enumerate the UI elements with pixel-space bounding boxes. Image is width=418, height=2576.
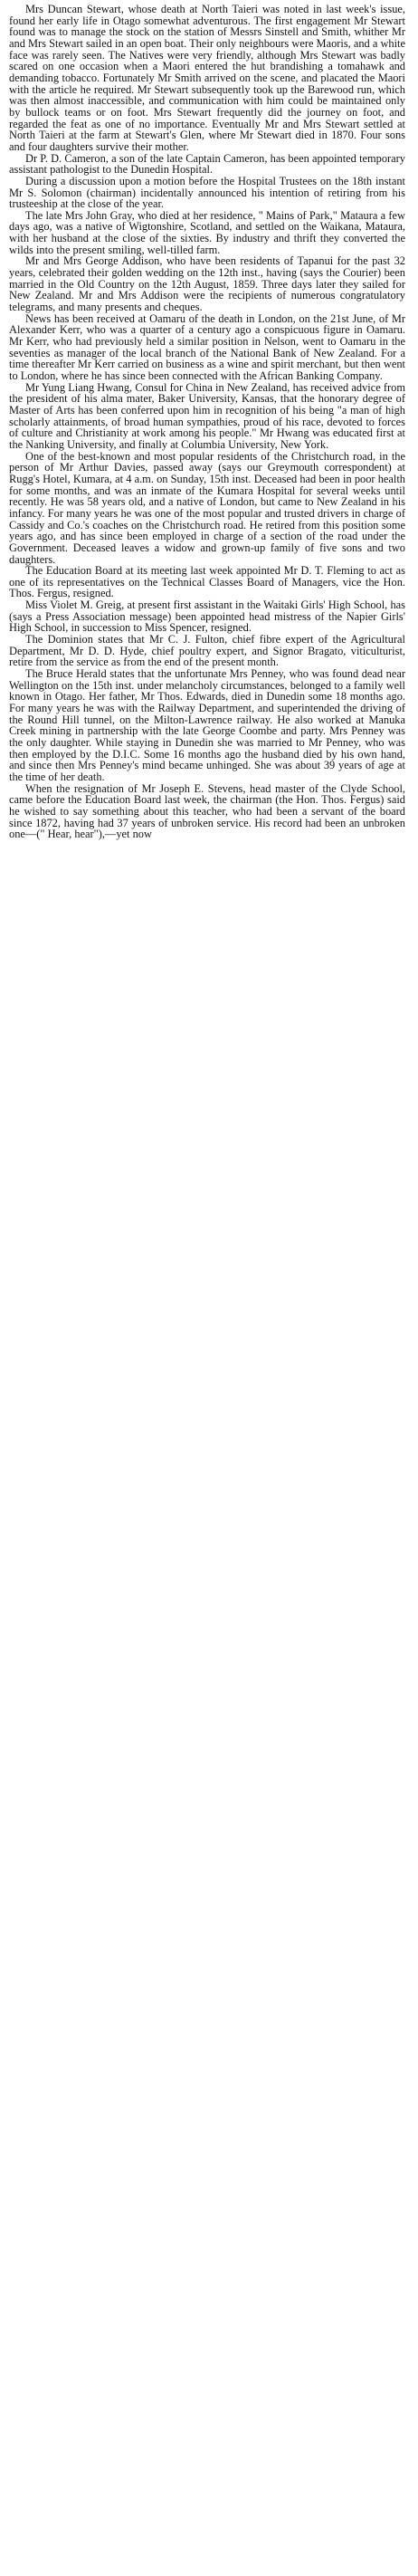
paragraph-arthur-davies: One of the best-known and most popular residents of the Christchurch road, in the person of Mr Arthur Davies, passed away (says our Greymouth correspondent) at Rugg's Hotel, Kumara, at 4 a.m. on Sunday, 15th inst. Deceased had been in poor health for some months, and was an inmate of the Kumara Hospital for several weeks until recently. He was 58 years old, and a native of London, but came to New Zealand in his infancy. For many years he was one of the most popular and trusted drivers in charge of Cassidy and Co.'s coaches on the Christchurch road. He retired from this position some years ago, and has since been employed in charge of a section of the road under the Government. Deceased leaves a widow and grown-up family of five sons and two daughters. xyxy=(9,449,405,566)
paragraph-violet-greig: Miss Violet M. Greig, at present first assistant in the Waitaki Girls' High School, has (says a Press Association message) been appointed head mistress of the Napier Girls' High School, in succession to Miss Spencer, resigned. xyxy=(9,599,405,635)
paragraph-alexander-kerr: News has been received at Oamaru of the death in London, on the 21st June, of Mr Alexander Kerr, who was a quarter of a century ago a conspicuous figure in Oamaru. Mr Kerr, who had previously held a similar position in Nelson, went to Oamaru in the seventies as manager of the local branch of the National Bank of New Zealand. For a time thereafter Mr Kerr carried on business as a wine and spirit merchant, but then went to London, where he has since been connected with the African Banking Company. xyxy=(9,311,405,382)
paragraph-mrs-john-gray: The late Mrs John Gray, who died at her residence, " Mains of Park," Mataura a few days ago, was a native of Wigtonshire, Scotland, and settled on the Waikana, Mataura, with her husband at the close of the sixties. By industry and thrift they converted the wilds into the present smiling, well-tilled farm. xyxy=(9,208,405,256)
paragraph-dr-cameron: Dr P. D. Cameron, a son of the late Captain Cameron, has been appointed temporary assistant pathologist to the Dunedin Hospital. xyxy=(9,151,405,177)
paragraph-education-board: The Education Board at its meeting last week appointed Mr D. T. Fleming to act as one of its representatives on the Technical Classes Board of Managers, vice the Hon. Thos. Fergus, resigned. xyxy=(9,564,405,600)
paragraph-joseph-stevens: When the resignation of Mr Joseph E. Stevens, head master of the Clyde School, came before the Education Board last week, the chairman (the Hon. Thos. Fergus) said he wished to say something about this teacher, who had been a servant of the board since 1872, having had 37 years of unbroken service. His record had been an unbroken one—(" Hear, hear"),—yet now xyxy=(9,781,405,841)
paragraph-mrs-duncan-stewart: Mrs Duncan Stewart, whose death at North Taieri was noted in last week's issue, found her early life in Otago somewhat adventurous. The first engagement Mr Stewart found was to manage the stock on the station of Messrs Sinstell and Smith, whither Mr and Mrs Stewart sailed in an open boat. Their only neighbours were Maoris, and a white face was rarely seen. The Natives were very friendly, although Mrs Stewart was badly scared on one occasion when a Maori entered the hut brandishing a tomahawk and demanding tobacco. Fortunately Mr Smith arrived on the scene, and placated the Maori with the article he required. Mr Stewart subsequently took up the Barewood run, which was then almost inaccessible, and communication with him could be maintained only by bullock teams or on foot. Mrs Stewart frequently did the journey on foot, and regarded the feat as one of no importance. Eventually Mr and Mrs Stewart settled at North Taieri at the farm at Stewart's Glen, where Mr Stewart died in 1870. Four sons and four daughters survive their mother. xyxy=(9,3,405,153)
paragraph-yung-liang-hwang: Mr Yung Liang Hwang, Consul for China in New Zealand, has received advice from the president of his alma mater, Baker University, Kansas, that the honorary degree of Master of Arts has been conferred upon him in recognition of his being "a man of high scholarly attainments, of broad human sympathies, proud of his race, devoted to forces of culture and Christianity at work among his people." Mr Hwang was educated first at the Nanking University, and finally at Columbia University, New York. xyxy=(9,380,405,451)
paragraph-addison-golden-wedding: Mr and Mrs George Addison, who have been residents of Tapanui for the past 32 years, celebrated their golden wedding on the 12th inst., having (says the Courier) been married in the Old Country on the 12th August, 1859. Three days later they sailed for New Zealand. Mr and Mrs Addison were the recipients of numerous congratulatory telegrams, and many presents and cheques. xyxy=(9,254,405,314)
paragraph-hospital-trustees: During a discussion upon a motion before the Hospital Trustees on the 18th instant Mr S. Solomon (chairman) incidentally announced his intention of retiring from his trusteeship at the close of the year. xyxy=(9,174,405,211)
paragraph-mrs-penney: The Bruce Herald states that the unfortunate Mrs Penney, who was found dead near Wellington on the 15th inst. under melancholy circumstances, belonged to a family well known in Otago. Her father, Mr Thos. Edwards, died in Dunedin some 18 months ago. For many years he was with the Railway Department, and superintended the driving of the Round Hill tunnel, on the Milton-Lawrence railway. He also worked at Manuka Creek mining in partnership with the late George Coombe and party. Mrs Penney was the only daughter. While staying in Dunedin she was married to Mr Penney, who was then employed by the D.I.C. Some 16 months ago the husband died by his own hand, and since then Mrs Penney's mind became unhinged. She was about 39 years of age at the time of her death. xyxy=(9,667,405,783)
paragraph-dominion-retirements: The Dominion states that Mr C. J. Fulton, chief fibre expert of the Agricultural Department, Mr D. D. Hyde, chief poultry expert, and Signor Bragato, viticulturist, retire from the service as from the end of the present month. xyxy=(9,633,405,669)
